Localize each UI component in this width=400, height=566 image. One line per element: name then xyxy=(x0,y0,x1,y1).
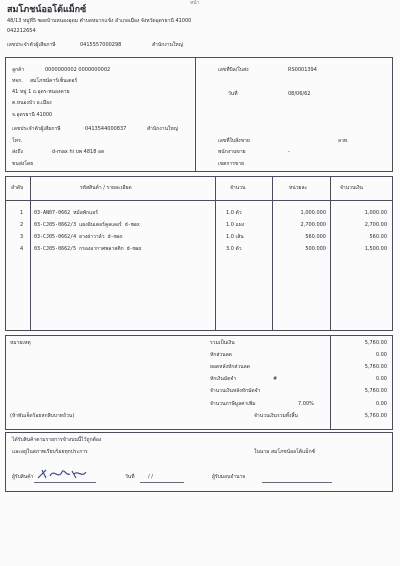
amount-in-words: (ห้าพันเจ็ดร้อยหกสิบบาทถ้วน) xyxy=(10,413,75,419)
footer-line1: ได้รับสินค้าตามรายการข้างบนนี้ไว้ถูกต้อง xyxy=(12,437,102,443)
col-divider-1 xyxy=(30,176,31,331)
receive-date-label: วันที่ xyxy=(125,474,135,480)
customer-addr1: 41 หมู่ 1 ถ.อุดร-หนองคาย xyxy=(12,89,70,95)
company-branch: สำนักงานใหญ่ xyxy=(152,42,183,48)
customer-addr2: ต.หนองบัว อ.เมือง xyxy=(12,100,52,106)
customer-ship-value: d-max hi บพ 4818 อด xyxy=(52,149,105,155)
note-label: หมายเหตุ xyxy=(10,340,31,346)
customer-code-value: 0000000002 0000000002 xyxy=(45,67,111,73)
sum-value: 0.00 xyxy=(375,376,387,382)
doc-sales-value: - xyxy=(288,149,290,155)
th-no: ลำดับ xyxy=(11,185,24,191)
company-address: 48/13 หมู่ที่5 ซอยบ้านหนองอุดม ตำบลหมากแข้ง อำเภอเมือง จังหวัดอุดรธานี 41000 xyxy=(7,18,192,24)
sum-label: รวมเป็นเงิน xyxy=(210,340,235,346)
sum-value: 5,760.00 xyxy=(364,364,387,370)
row-price: 560.000 xyxy=(305,234,326,240)
company-taxid-value: 0415557000298 xyxy=(80,42,122,48)
row-qty: 1.0 เส้น xyxy=(226,234,244,240)
doc-sales-label: พนักงานขาย xyxy=(218,149,246,155)
customer-taxid-value: 0413544000837 xyxy=(85,126,127,132)
th-qty: จำนวน xyxy=(230,185,246,191)
sum-label: จำนวนเงินหลังหักมัดจำ xyxy=(210,388,261,394)
row-desc: 03-CJ05-0662/4 ยางฝาวาล์ว d-max xyxy=(34,234,123,240)
customer-code-label: ลูกค้า xyxy=(12,67,25,73)
th-price: หน่วยละ xyxy=(289,185,308,191)
company-name: สมโภชน์ออโต้แม็กซ์ xyxy=(7,5,87,15)
doc-no-label: เลขที่บิล/ใบส่ง xyxy=(218,67,249,73)
row-no: 4 xyxy=(20,246,24,252)
customer-branch: สำนักงานใหญ่ xyxy=(147,126,178,132)
approver-sign-line xyxy=(262,482,332,483)
row-amount: 1,500.00 xyxy=(364,246,387,252)
row-amount: 2,700.00 xyxy=(364,222,387,228)
row-desc: 03-AN07-0662 หม้อพักแอร์ xyxy=(34,210,98,216)
customer-addr3: จ.อุดรธานี 41000 xyxy=(12,112,53,118)
vat-rate: 7.00% xyxy=(298,401,314,407)
row-no: 1 xyxy=(20,210,24,216)
sum-label: ยอดหลังหักส่วนลด xyxy=(210,364,250,370)
doc-order-label: เลขที่ใบสั่งขาย xyxy=(218,138,250,144)
row-no: 3 xyxy=(20,234,24,240)
sum-value: 0.00 xyxy=(375,401,387,407)
receiver-sign-line xyxy=(34,482,96,483)
doc-no-value: RS0001394 xyxy=(288,67,317,73)
receive-date-line xyxy=(140,482,184,483)
sum-label: จำนวนเงินรวมทั้งสิ้น xyxy=(254,413,298,419)
row-no: 2 xyxy=(20,222,24,228)
doc-ref-label: เขตการขาย xyxy=(218,161,245,167)
col-divider-4 xyxy=(330,176,331,331)
row-price: 1,000.000 xyxy=(300,210,326,216)
col-divider-3 xyxy=(272,176,273,331)
th-amount: จำนวนเงิน xyxy=(340,185,363,191)
customer-phone-label: โทร. xyxy=(12,138,23,144)
company-phone: 042212654 xyxy=(7,28,36,34)
receiver-label: ผู้รับสินค้า xyxy=(12,474,34,480)
row-amount: 560.00 xyxy=(369,234,387,240)
row-amount: 1,000.00 xyxy=(364,210,387,216)
doc-credit-label: ลวท. xyxy=(338,138,349,144)
footer-line2: และอยู่ในสภาพเรียบร้อยทุกประการ xyxy=(12,449,88,455)
row-qty: 3.0 ตัว xyxy=(226,246,242,252)
receive-date-slashes: / / xyxy=(148,474,153,480)
company-taxid-label: เลขประจำตัวผู้เสียภาษี xyxy=(7,42,56,48)
sum-label: หักส่วนลด xyxy=(210,352,232,358)
doc-date-value: 08/06/62 xyxy=(288,91,311,97)
th-desc: รหัสสินค้า / รายละเอียด xyxy=(80,185,132,191)
row-price: 2,700.000 xyxy=(300,222,326,228)
customer-transport-label: ขนส่งโดย xyxy=(12,161,34,167)
footer-on-behalf: ในนาม สมโภชน์ออโต้แม็กซ์ xyxy=(254,449,315,455)
sum-label: จำนวนภาษีมูลค่าเพิ่ม xyxy=(210,401,256,407)
sum-value: 5,760.00 xyxy=(364,413,387,419)
page-mark: หน้า xyxy=(190,0,200,6)
row-desc: 03-CJ05-0662/3 แผงอินเตอร์คูลเลอร์ d-max xyxy=(34,222,140,228)
items-header-divider xyxy=(5,200,393,201)
row-desc: 03-CJ05-0662/5 กรองอากาศพลาสติก d-max xyxy=(34,246,142,252)
sum-value: 5,760.00 xyxy=(364,340,387,346)
row-qty: 1.0 ตัว xyxy=(226,210,242,216)
customer-name-value: สมโภชน์คาร์เซ็นเตอร์ xyxy=(30,78,78,84)
customer-taxid-label: เลขประจำตัวผู้เสียภาษี xyxy=(12,126,61,132)
signature-mark xyxy=(36,466,90,482)
customer-divider xyxy=(195,57,196,172)
summary-divider xyxy=(330,335,331,430)
row-qty: 1.0 แผง xyxy=(226,222,245,228)
doc-date-label: วันที่ xyxy=(228,91,238,97)
approver-label: ผู้รับมอบอำนาจ xyxy=(212,474,246,480)
sum-label: หักเงินมัดจำ xyxy=(210,376,237,382)
customer-ship-label: ส่งถึง xyxy=(12,149,23,155)
row-price: 500.000 xyxy=(305,246,326,252)
col-divider-2 xyxy=(215,176,216,331)
sum-value: 0.00 xyxy=(375,352,387,358)
deposit-mark: # xyxy=(273,376,278,382)
sum-value: 5,760.00 xyxy=(364,388,387,394)
customer-name-label: หจก. xyxy=(12,78,23,84)
